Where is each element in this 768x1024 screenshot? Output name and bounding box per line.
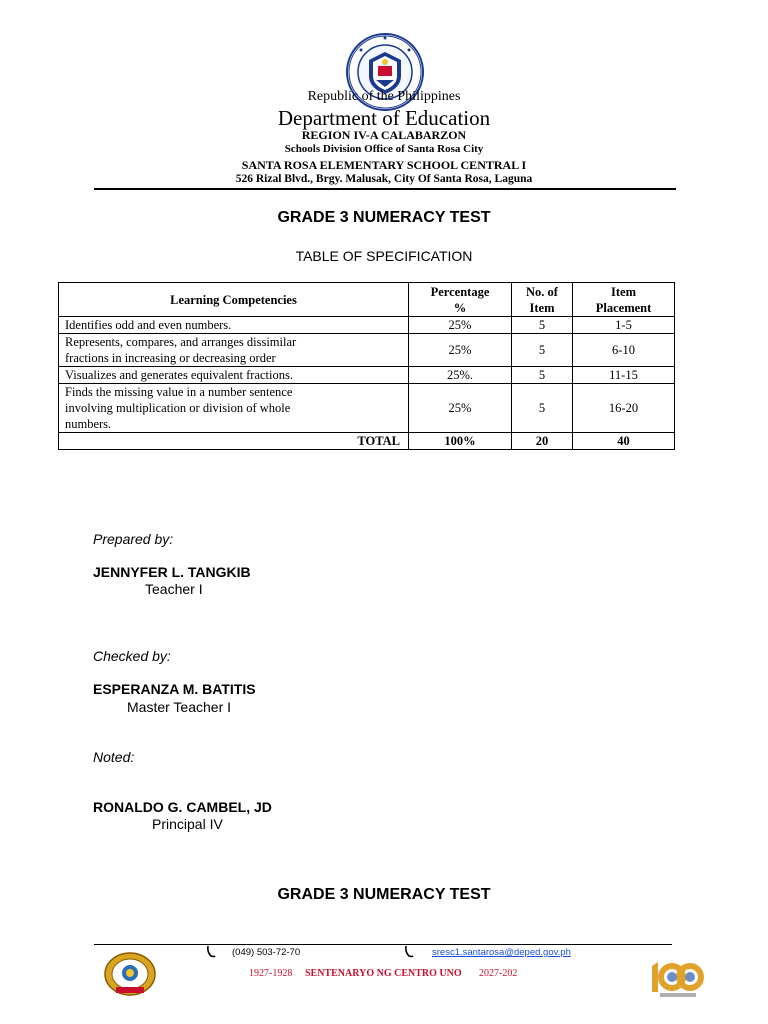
address-line: 526 Rizal Blvd., Brgy. Malusak, City Of Santa Rosa, Laguna	[235, 173, 533, 185]
footer-email-link[interactable]: sresc1.santarosa@deped.gov.ph	[432, 947, 571, 958]
placement-cell: 11-15	[573, 367, 675, 384]
percentage-cell: 25%.	[409, 367, 512, 384]
school-seal-icon	[104, 951, 156, 997]
header-item-count: No. of Item	[512, 283, 573, 317]
email-icon	[404, 944, 414, 958]
percentage-cell: 25%	[409, 317, 512, 334]
item-count-cell: 5	[512, 384, 573, 433]
percentage-cell: 25%	[409, 384, 512, 433]
percentage-cell: 25%	[409, 334, 512, 367]
specification-table	[58, 282, 675, 450]
header-percentage: Percentage %	[409, 283, 512, 317]
total-item-count: 20	[512, 433, 573, 450]
footer-rule	[94, 944, 672, 945]
total-placement: 40	[573, 433, 675, 450]
total-percentage: 100%	[409, 433, 512, 450]
footer-phone: (049) 503-72-70	[232, 947, 301, 958]
competency-cell: Finds the missing value in a number sentence involving multiplication or division of whole numbers.	[59, 384, 409, 433]
division-line: Schools Division Office of Santa Rosa City	[284, 143, 484, 155]
table-row	[59, 384, 675, 433]
competency-cell: Identifies odd and even numbers.	[59, 317, 409, 334]
prepared-by-name: JENNYFER L. TANGKIB	[93, 564, 251, 580]
checked-by-label: Checked by:	[93, 648, 171, 664]
footer-year-end: 2027-202	[479, 968, 518, 979]
department-name: Department of Education	[277, 106, 491, 130]
competency-cell: Represents, compares, and arranges dissimilar fractions in increasing or decreasing order	[59, 334, 409, 367]
table-row	[59, 317, 675, 334]
prepared-by-position: Teacher I	[145, 581, 203, 597]
footer-year-start: 1927-1928	[249, 968, 293, 979]
table-total-row	[59, 433, 675, 450]
document-title: GRADE 3 NUMERACY TEST	[277, 209, 491, 226]
checked-by-position: Master Teacher I	[127, 699, 232, 715]
header-competency: Learning Competencies	[59, 283, 409, 317]
document-subtitle: TABLE OF SPECIFICATION	[295, 248, 473, 264]
region-line: REGION IV-A CALABARZON	[301, 128, 467, 142]
footer-centennial: SENTENARYO NG CENTRO UNO	[305, 968, 462, 979]
table-row	[59, 334, 675, 367]
checked-by-name: ESPERANZA M. BATITIS	[93, 681, 256, 697]
school-line: SANTA ROSA ELEMENTARY SCHOOL CENTRAL I	[241, 158, 527, 172]
placement-cell: 6-10	[573, 334, 675, 367]
prepared-by-label: Prepared by:	[93, 531, 174, 547]
phone-icon	[206, 944, 216, 958]
placement-cell: 16-20	[573, 384, 675, 433]
header-rule	[94, 188, 676, 190]
item-count-cell: 5	[512, 317, 573, 334]
noted-label: Noted:	[93, 749, 135, 765]
table-header-row	[59, 283, 675, 317]
competency-cell: Visualizes and generates equivalent fractions.	[59, 367, 409, 384]
header-item-placement: Item Placement	[573, 283, 675, 317]
noted-by-position: Principal IV	[152, 816, 223, 832]
table-row	[59, 367, 675, 384]
total-label: TOTAL	[59, 433, 409, 450]
item-count-cell: 5	[512, 367, 573, 384]
document-title-repeat: GRADE 3 NUMERACY TEST	[277, 886, 491, 903]
placement-cell: 1-5	[573, 317, 675, 334]
centennial-100-logo-icon	[646, 952, 704, 1000]
item-count-cell: 5	[512, 334, 573, 367]
noted-by-name: RONALDO G. CAMBEL, JD	[93, 799, 272, 815]
republic-line: Republic of the Philippines	[307, 89, 461, 104]
